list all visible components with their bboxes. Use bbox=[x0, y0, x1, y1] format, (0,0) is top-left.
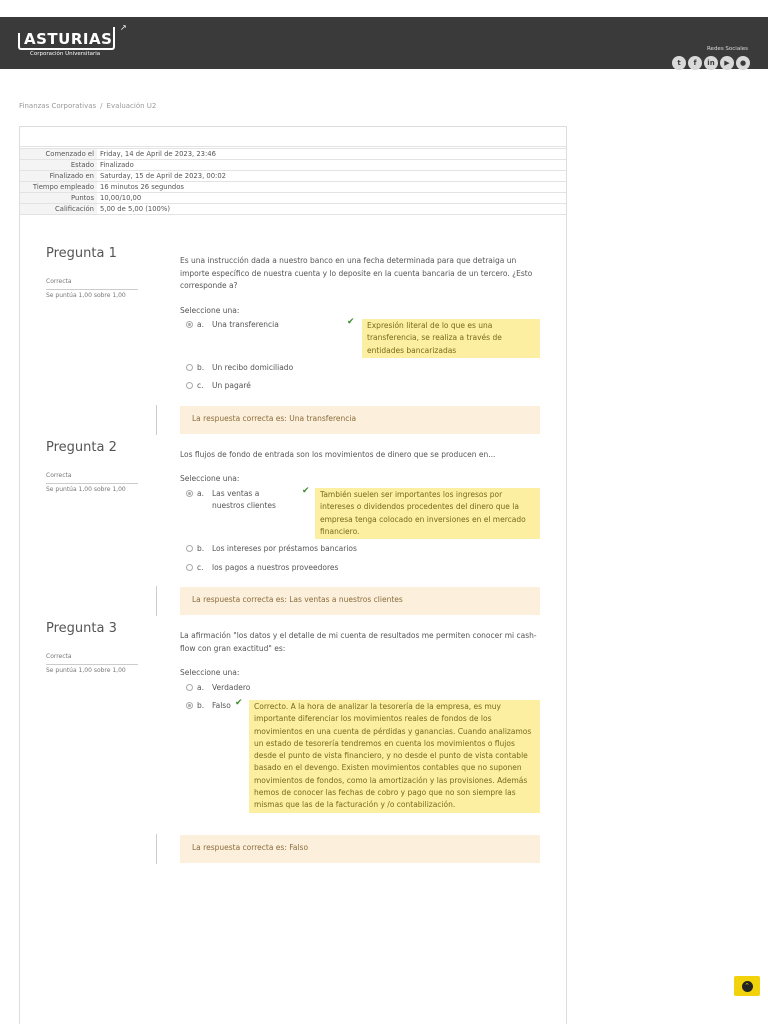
summary-label: Puntos bbox=[20, 193, 97, 204]
radio-button[interactable] bbox=[186, 364, 193, 371]
correct-check-icon: ✔ bbox=[302, 486, 310, 496]
option-letter: a. bbox=[197, 683, 204, 692]
breadcrumb-separator: / bbox=[100, 102, 103, 110]
summary-value: 5,00 de 5,00 (100%) bbox=[97, 204, 566, 215]
social-label: Redes Sociales bbox=[706, 46, 748, 52]
option-text: Las ventas a nuestros clientes bbox=[212, 489, 276, 510]
select-label: Seleccione una: bbox=[180, 474, 240, 483]
radio-button[interactable] bbox=[186, 490, 193, 497]
option-letter: a. bbox=[197, 489, 204, 498]
logo-text: ASTURIAS bbox=[24, 30, 113, 48]
option-letter: b. bbox=[197, 363, 205, 372]
option-text: Un pagaré bbox=[212, 381, 251, 390]
q2-correct-answer: La respuesta correcta es: Las ventas a nuestros clientes bbox=[180, 587, 540, 615]
summary-label: Finalizado en bbox=[20, 171, 97, 182]
summary-value: Friday, 14 de April de 2023, 23:46 bbox=[97, 149, 566, 160]
q2-option-c[interactable] bbox=[186, 562, 338, 574]
option-letter: c. bbox=[197, 563, 204, 572]
correct-check-icon: ✔ bbox=[235, 698, 243, 708]
question-2-info bbox=[46, 472, 138, 493]
scroll-to-top-button[interactable] bbox=[734, 976, 760, 996]
q1-feedback: Expresión literal de lo que es una transferencia, se realiza a través de entidades bancarizadas bbox=[362, 319, 540, 358]
divider-line bbox=[156, 405, 157, 435]
summary-label: Estado bbox=[20, 160, 97, 171]
summary-label: Comenzado el bbox=[20, 149, 97, 160]
asturias-logo[interactable] bbox=[18, 23, 127, 61]
q3-option-b[interactable] bbox=[186, 700, 231, 712]
question-1-text: Es una instrucción dada a nuestro banco en una fecha determinada para que detraiga un importe específico de nuestra cuenta y lo deposite en la cuenta bancaria de un tercero. ¿Esto corresponde a? bbox=[180, 256, 533, 290]
radio-button[interactable] bbox=[186, 564, 193, 571]
question-status: Correcta bbox=[46, 472, 138, 484]
summary-row bbox=[20, 193, 566, 204]
option-text: Un recibo domiciliado bbox=[212, 363, 294, 372]
summary-label: Tiempo empleado bbox=[20, 182, 97, 193]
other-social-icon[interactable]: ● bbox=[736, 56, 750, 70]
option-text: Los intereses por préstamos bancarios bbox=[212, 544, 357, 553]
linkedin-icon[interactable]: in bbox=[704, 56, 718, 70]
question-score: Se puntúa 1,00 sobre 1,00 bbox=[46, 486, 126, 493]
q2-feedback: También suelen ser importantes los ingresos por intereses o dividendos procedentes del dinero que la empresa tenga colocado en inversiones en el mercado financiero. bbox=[315, 488, 540, 539]
facebook-icon[interactable]: f bbox=[688, 56, 702, 70]
option-text: Una transferencia bbox=[212, 320, 279, 329]
question-score: Se puntúa 1,00 sobre 1,00 bbox=[46, 292, 126, 299]
summary-value: Saturday, 15 de April de 2023, 00:02 bbox=[97, 171, 566, 182]
question-1-title: Pregunta 1 bbox=[46, 246, 117, 261]
radio-button[interactable] bbox=[186, 684, 193, 691]
select-label: Seleccione una: bbox=[180, 668, 240, 677]
radio-button[interactable] bbox=[186, 321, 193, 328]
option-text: los pagos a nuestros proveedores bbox=[212, 563, 339, 572]
divider-line bbox=[156, 586, 157, 616]
summary-value: Finalizado bbox=[97, 160, 566, 171]
q1-option-b[interactable] bbox=[186, 362, 293, 374]
summary-label: Calificación bbox=[20, 204, 97, 215]
summary-value: 10,00/10,00 bbox=[97, 193, 566, 204]
social-icons bbox=[672, 56, 750, 70]
panel-divider bbox=[20, 146, 566, 147]
question-3-text: La afirmación "los datos y el detalle de mi cuenta de resultados me permiten conocer mi cash-flow con gran exactitud" es: bbox=[180, 631, 537, 653]
question-3-title: Pregunta 3 bbox=[46, 621, 117, 636]
radio-button[interactable] bbox=[186, 382, 193, 389]
q3-feedback: Correcto. A la hora de analizar la tesorería de la empresa, es muy importante diferenciar los movimientos reales de fondos de los movimientos en una cuenta de pérdidas y ganancias. Cuando analizamos un estado de tesorería tendremos en cuenta los movimientos o flujos desde el punto de vista financiero, y no desde el punto de vista contable basado en el devengo. Existen movimientos contables que no suponen movimientos de fondos, como la amortización y las provisiones. Además hemos de conocer las fechas de cobro y pago que no son siempre las mismas que las de la facturación y /o contabilización. bbox=[249, 700, 540, 813]
twitter-icon[interactable]: t bbox=[672, 56, 686, 70]
question-2-text: Los flujos de fondo de entrada son los movimientos de dinero que se producen en... bbox=[180, 450, 496, 459]
question-1-info bbox=[46, 278, 138, 299]
summary-value: 16 minutos 26 segundos bbox=[97, 182, 566, 193]
breadcrumb-page-link[interactable]: Evaluación U2 bbox=[106, 102, 157, 110]
summary-row bbox=[20, 182, 566, 193]
q2-option-a[interactable] bbox=[186, 488, 292, 512]
summary-row bbox=[20, 171, 566, 182]
option-text: Verdadero bbox=[212, 683, 251, 692]
summary-row bbox=[20, 204, 566, 215]
q3-option-a[interactable] bbox=[186, 682, 250, 694]
radio-button[interactable] bbox=[186, 545, 193, 552]
q1-option-a[interactable] bbox=[186, 319, 342, 331]
question-score: Se puntúa 1,00 sobre 1,00 bbox=[46, 667, 126, 674]
option-text: Falso bbox=[212, 701, 231, 710]
q3-correct-answer: La respuesta correcta es: Falso bbox=[180, 835, 540, 863]
q1-option-c[interactable] bbox=[186, 380, 251, 392]
option-letter: a. bbox=[197, 320, 204, 329]
select-label: Seleccione una: bbox=[180, 306, 240, 315]
question-2-title: Pregunta 2 bbox=[46, 440, 117, 455]
youtube-icon[interactable]: ▶ bbox=[720, 56, 734, 70]
top-strip bbox=[0, 0, 768, 17]
q2-option-b[interactable] bbox=[186, 543, 357, 555]
breadcrumb bbox=[19, 102, 156, 110]
chevron-up-icon: ⌃ bbox=[742, 981, 753, 992]
divider-line bbox=[156, 834, 157, 864]
option-letter: c. bbox=[197, 381, 204, 390]
site-header bbox=[0, 17, 768, 69]
option-letter: b. bbox=[197, 544, 205, 553]
logo-arrow-icon: ↗ bbox=[120, 23, 127, 32]
question-status: Correcta bbox=[46, 278, 138, 290]
question-3-info bbox=[46, 653, 138, 674]
summary-row bbox=[20, 149, 566, 160]
attempt-summary-table bbox=[20, 148, 566, 215]
q1-correct-answer: La respuesta correcta es: Una transferencia bbox=[180, 406, 540, 434]
question-status: Correcta bbox=[46, 653, 138, 665]
breadcrumb-course-link[interactable]: Finanzas Corporativas bbox=[19, 102, 97, 110]
correct-check-icon: ✔ bbox=[347, 317, 355, 327]
radio-button[interactable] bbox=[186, 702, 193, 709]
option-letter: b. bbox=[197, 701, 205, 710]
summary-row bbox=[20, 160, 566, 171]
logo-subtitle: Corporación Universitaria bbox=[30, 51, 101, 57]
